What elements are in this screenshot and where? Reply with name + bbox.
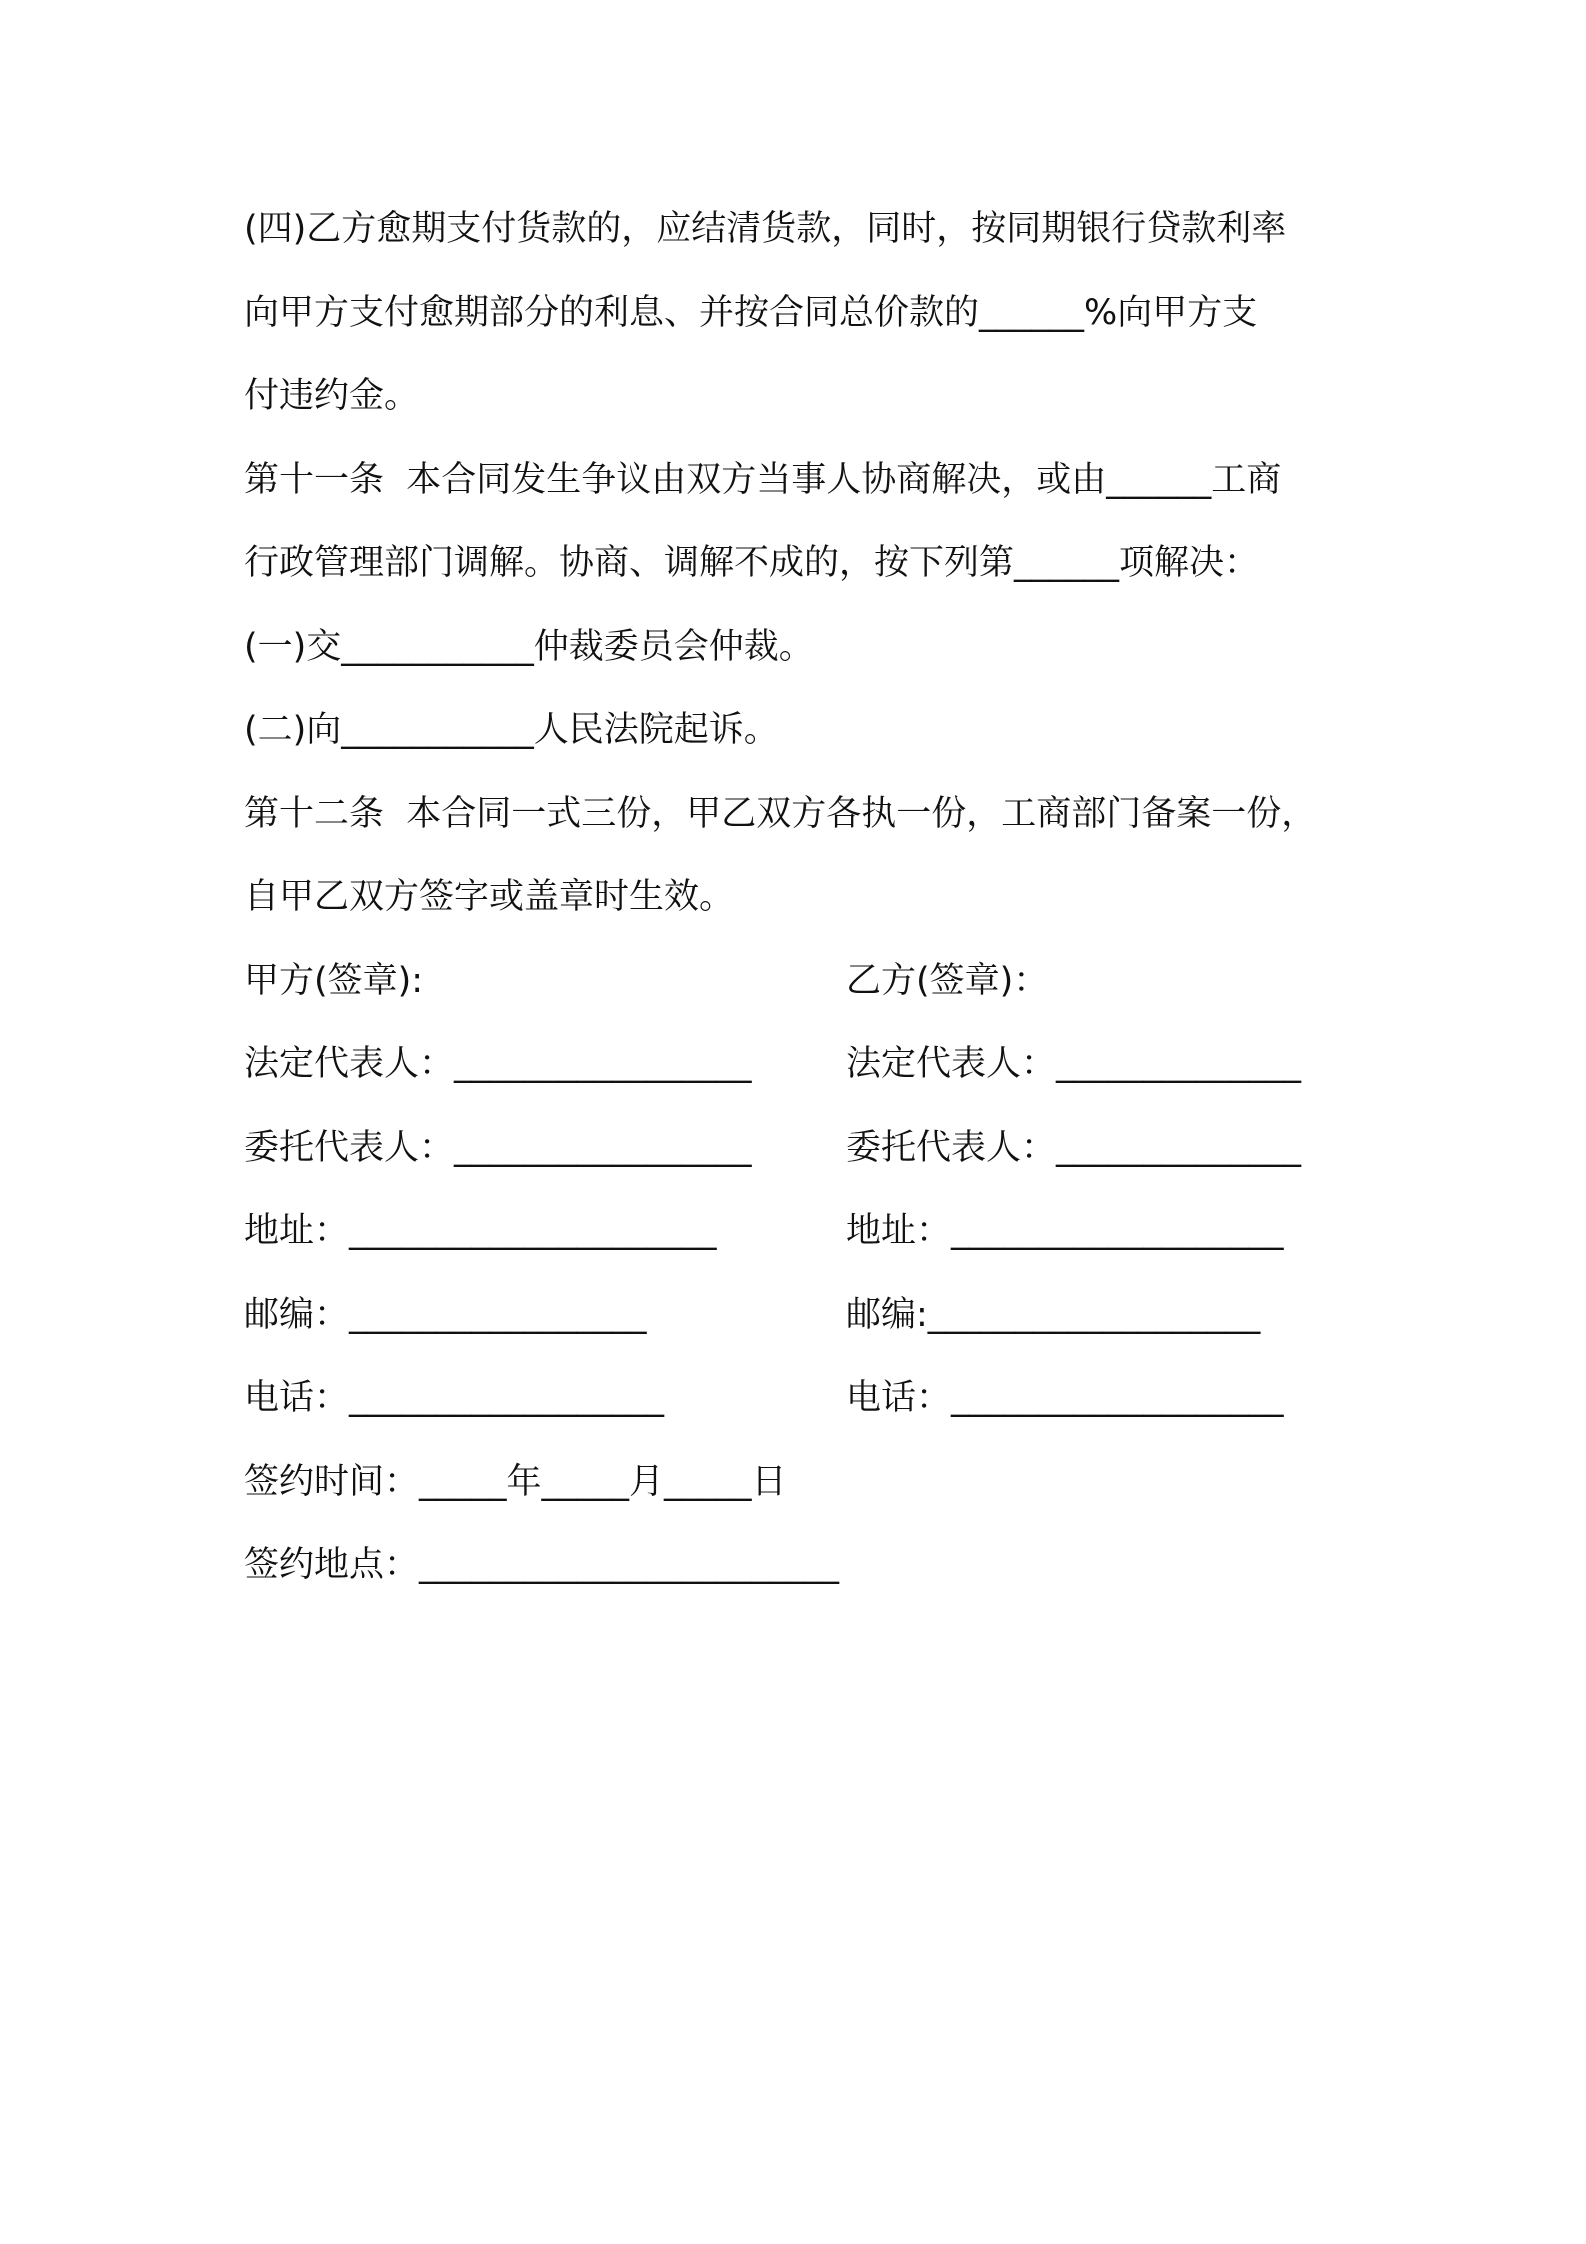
party-b-legal-rep: 法定代表人：______________: [846, 1044, 1302, 1084]
sign-place: 签约地点：________________________: [244, 1545, 840, 1585]
party-a-title: 甲方(签章):: [244, 961, 424, 1001]
article-12-line-2: 自甲乙双方签字或盖章时生效。: [244, 877, 735, 917]
party-a-phone: 电话：__________________: [244, 1378, 665, 1418]
sign-date: 签约时间：_____年_____月_____日: [244, 1462, 787, 1502]
clause-4-line-1: (四)乙方愈期支付货款的，应结清货款，同时，按同期银行贷款利率: [244, 209, 1287, 249]
party-b-title: 乙方(签章)：: [846, 961, 1049, 1001]
article-11-option-2: (二)向___________人民法院起诉。: [244, 710, 779, 750]
party-b-address: 地址：___________________: [846, 1211, 1284, 1251]
party-a-legal-rep: 法定代表人：_________________: [244, 1044, 752, 1084]
article-11-line-1: 第十一条 本合同发生争议由双方当事人协商解决，或由______工商: [244, 460, 1282, 500]
party-a-address: 地址：_____________________: [244, 1211, 717, 1251]
article-12-line-1: 第十二条 本合同一式三份，甲乙双方各执一份，工商部门备案一份，: [244, 794, 1317, 834]
article-11-line-2: 行政管理部门调解。协商、调解不成的，按下列第______项解决：: [244, 543, 1260, 583]
party-b-agent-rep: 委托代表人：______________: [846, 1128, 1302, 1168]
article-11-option-1: (一)交___________仲裁委员会仲裁。: [244, 627, 814, 667]
party-b-phone: 电话：___________________: [846, 1378, 1284, 1418]
clause-4-line-3: 付违约金。: [244, 376, 420, 416]
party-a-postcode: 邮编：_________________: [244, 1295, 647, 1335]
party-a-agent-rep: 委托代表人：_________________: [244, 1128, 752, 1168]
clause-4-line-2: 向甲方支付愈期部分的利息、并按合同总价款的______%向甲方支: [244, 293, 1258, 333]
party-b-postcode: 邮编:___________________: [846, 1295, 1261, 1335]
